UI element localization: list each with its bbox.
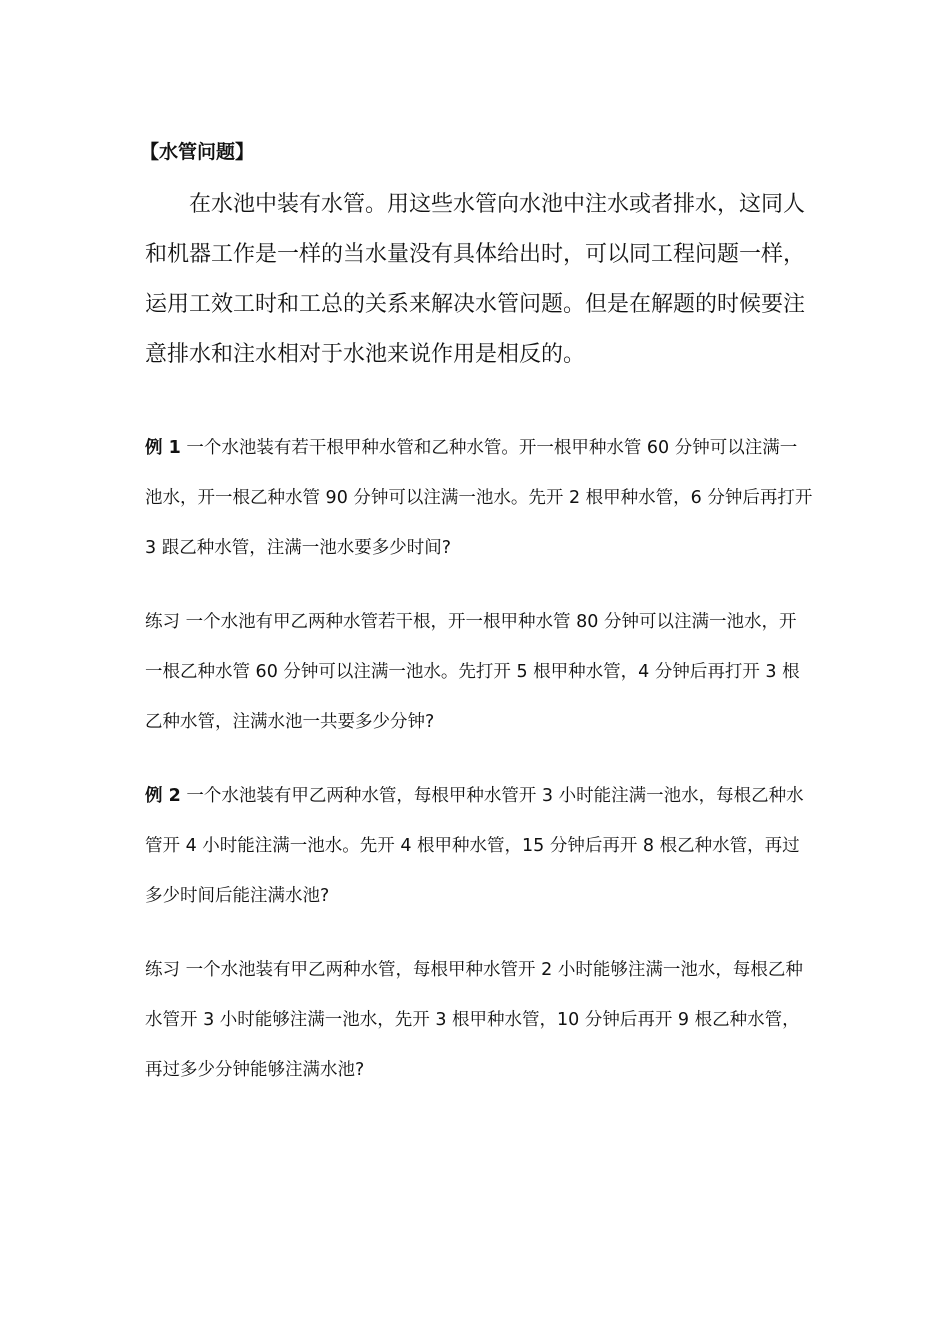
example-2-label: 例 2 <box>145 786 181 806</box>
practice-2 <box>145 945 813 1095</box>
section-title: 【水管问题】 <box>140 141 255 163</box>
intro-paragraph: 在水池中装有水管。用这些水管向水池中注水或者排水，这同人和机器工作是一样的当水量没有具体给出时，可以同工程问题一样，运用工效工时和工总的关系来解决水管问题。但是在解题的时候要注意排水和注水相对于水池来说作用是相反的。 <box>145 192 806 367</box>
practice-1 <box>145 597 813 747</box>
practice-2-label: 练习 <box>145 960 180 980</box>
practice-1-text: 一个水池有甲乙两种水管若干根，开一根甲种水管 80 分钟可以注满一池水，开一根乙种水管 60 分钟可以注满一池水。先打开 5 根甲种水管，4 分钟后再打开 3 根乙种水管，注满水池一共要多少分钟? <box>145 612 800 732</box>
practice-1-label: 练习 <box>145 612 180 632</box>
example-1-text: 一个水池装有若干根甲种水管和乙种水管。开一根甲种水管 60 分钟可以注满一池水，开一根乙种水管 90 分钟可以注满一池水。先开 2 根甲种水管，6 分钟后再打开 3 跟乙种水管，注满一池水要多少时间? <box>145 438 813 558</box>
example-2-text: 一个水池装有甲乙两种水管，每根甲种水管开 3 小时能注满一池水，每根乙种水管开 4 小时能注满一池水。先开 4 根甲种水管，15 分钟后再开 8 根乙种水管，再过多少时间后能注满水池? <box>145 786 804 906</box>
example-2 <box>145 771 813 921</box>
example-1-label: 例 1 <box>145 438 181 458</box>
example-1 <box>145 423 813 573</box>
practice-2-text: 一个水池装有甲乙两种水管，每根甲种水管开 2 小时能够注满一池水，每根乙种水管开 3 小时能够注满一池水，先开 3 根甲种水管，10 分钟后再开 9 根乙种水管，再过多少分钟能够注满水池? <box>145 960 803 1080</box>
